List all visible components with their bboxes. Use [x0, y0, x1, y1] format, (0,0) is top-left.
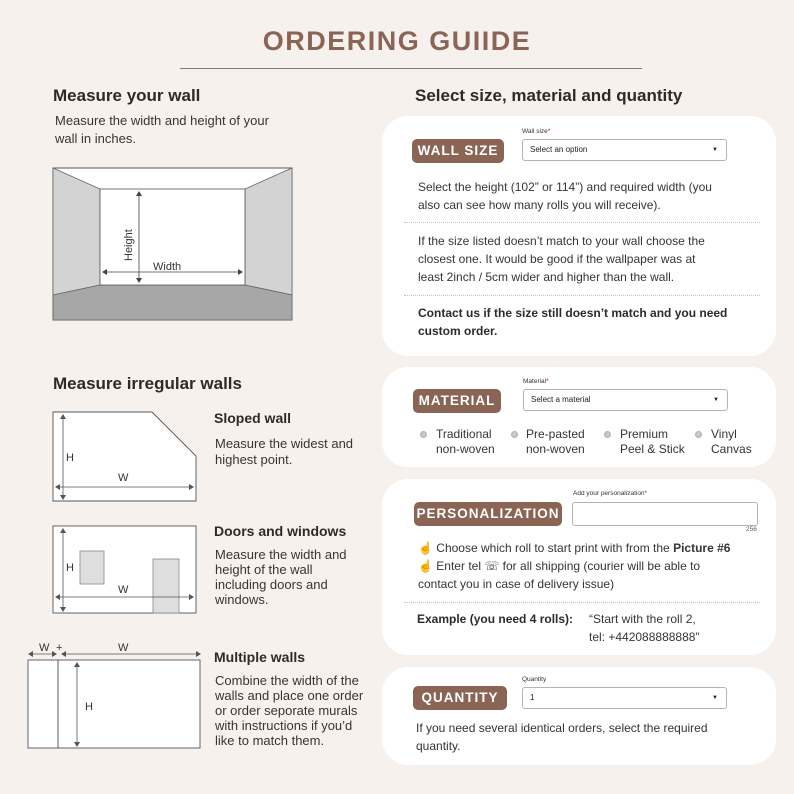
- measure-wall-text-line: wall in inches.: [55, 131, 136, 146]
- sloped-text-line: Measure the widest and: [215, 436, 354, 451]
- personalization-textarea[interactable]: [572, 502, 758, 526]
- multi-h-label: H: [85, 701, 93, 713]
- wall-size-text-2: [418, 232, 705, 286]
- personalization-label-text: Add your personalization: [573, 490, 645, 497]
- wall-size-line: least 2inch / 5cm wider and higher than the wall.: [418, 270, 675, 284]
- wall-size-line: custom order.: [418, 324, 498, 338]
- radio-icon[interactable]: [604, 431, 611, 438]
- doors-windows-title: Doors and windows: [214, 523, 347, 539]
- example-text: [589, 610, 699, 646]
- instruction-text: Enter tel: [436, 559, 485, 573]
- option-line: Canvas: [711, 442, 752, 456]
- sloped-wall-diagram: [52, 411, 198, 503]
- doors-h-label: H: [66, 562, 74, 574]
- wall-size-select-value: Select an option: [530, 145, 588, 154]
- multi-w1-label: W: [39, 642, 50, 654]
- wall-size-label-text: Wall size: [522, 128, 548, 135]
- material-option-vinyl[interactable]: [695, 427, 765, 457]
- multi-text-line: walls and place one order: [215, 688, 364, 703]
- title-divider: [180, 68, 642, 69]
- multi-text-line: Combine the width of the: [215, 673, 359, 688]
- personalization-card: [382, 479, 776, 655]
- option-line: Traditional: [436, 427, 492, 441]
- sloped-wall-text: [215, 436, 353, 468]
- wall-size-select[interactable]: [522, 139, 727, 161]
- pointing-hand-icon: ☝: [418, 559, 433, 573]
- material-field-label: [523, 378, 549, 385]
- option-line: non-woven: [526, 442, 585, 456]
- doors-text-line: height of the wall: [215, 562, 313, 577]
- wall-size-card: [382, 116, 776, 356]
- sloped-wall-title: Sloped wall: [214, 410, 292, 426]
- doors-text-line: windows.: [215, 592, 269, 607]
- required-marker: *: [644, 490, 648, 497]
- instruction-text: Choose which roll to start print with from the: [436, 541, 674, 555]
- quantity-card: [382, 667, 776, 765]
- option-line: Peel & Stick: [620, 442, 685, 456]
- doors-windows-text: [215, 547, 347, 607]
- sloped-h-label: H: [66, 452, 74, 464]
- select-heading: Select size, material and quantity: [415, 86, 683, 105]
- divider: [404, 602, 760, 603]
- pointing-hand-icon: ☝: [418, 541, 433, 555]
- material-option-traditional[interactable]: [420, 427, 510, 457]
- chevron-down-icon: ▼: [713, 397, 719, 403]
- wall-size-pill: WALL SIZE: [412, 139, 504, 163]
- wall-size-contact-text: [418, 304, 727, 340]
- material-select-value: Select a material: [531, 395, 591, 404]
- quantity-select[interactable]: [522, 687, 727, 709]
- quantity-line: If you need several identical orders, select the required: [416, 721, 708, 735]
- instruction-line-1: [418, 539, 730, 557]
- sloped-text-line: highest point.: [215, 452, 293, 467]
- required-marker: *: [546, 378, 549, 385]
- multiple-walls-diagram: [26, 638, 204, 750]
- wall-size-line: also can see how many rolls you will receive).: [418, 198, 661, 212]
- multiple-walls-text: [215, 673, 363, 748]
- material-label-text: Material: [523, 378, 547, 385]
- chevron-down-icon: ▼: [712, 695, 718, 701]
- room-diagram: [52, 167, 294, 322]
- wall-size-text-1: [418, 178, 712, 214]
- height-label: Height: [123, 229, 135, 261]
- wall-size-line: Contact us if the size still doesn’t match and you need: [418, 306, 728, 320]
- instruction-text: for all shipping (courier will be able to: [499, 559, 701, 573]
- wall-size-line: Select the height (102” or 114”) and required width (you: [418, 180, 712, 194]
- wall-size-field-label: [522, 128, 550, 135]
- personalization-instructions: [418, 539, 730, 593]
- instruction-line-3: contact you in case of delivery issue): [418, 577, 615, 591]
- quantity-field-label: Quantity: [522, 676, 547, 683]
- example-line: “Start with the roll 2,: [589, 612, 696, 626]
- wall-size-line: closest one. It would be good if the wallpaper was at: [418, 252, 696, 266]
- doors-windows-diagram: [52, 525, 198, 615]
- radio-icon[interactable]: [511, 431, 518, 438]
- radio-icon[interactable]: [695, 431, 702, 438]
- material-option-prepasted[interactable]: [511, 427, 601, 457]
- material-card: [382, 367, 776, 467]
- measure-wall-text-line: Measure the width and height of your: [55, 113, 269, 128]
- example-line: tel: +442088888888”: [589, 630, 700, 644]
- divider: [404, 222, 760, 223]
- quantity-select-value: 1: [530, 693, 535, 702]
- multi-plus-label: +: [56, 642, 63, 654]
- example-label: Example (you need 4 rolls):: [417, 612, 574, 626]
- char-count: 256: [746, 526, 757, 533]
- option-line: non-woven: [436, 442, 495, 456]
- quantity-pill: QUANTITY: [413, 686, 507, 710]
- divider: [404, 295, 760, 296]
- required-marker: *: [547, 128, 551, 135]
- irregular-walls-heading: Measure irregular walls: [53, 374, 242, 393]
- personalization-pill: PERSONALIZATION: [414, 502, 562, 526]
- phone-icon: ☏: [484, 559, 500, 573]
- doors-text-line: including doors and: [215, 577, 328, 592]
- doors-text-line: Measure the width and: [215, 547, 347, 562]
- multi-text-line: with instructions if you’d: [215, 718, 353, 733]
- multi-w2-label: W: [118, 642, 129, 654]
- radio-icon[interactable]: [420, 431, 427, 438]
- instruction-line-2: [418, 557, 730, 575]
- material-select[interactable]: [523, 389, 728, 411]
- material-option-premium[interactable]: [604, 427, 694, 457]
- measure-wall-heading: Measure your wall: [53, 86, 201, 105]
- option-line: Vinyl: [711, 427, 737, 441]
- width-label: Width: [153, 261, 182, 273]
- option-line: Premium: [620, 427, 669, 441]
- multi-text-line: or order seporate murals: [215, 703, 358, 718]
- personalization-field-label: [573, 490, 647, 497]
- multi-text-line: like to match them.: [215, 733, 325, 748]
- page-title: ORDERING GUIIDE: [262, 26, 532, 56]
- option-line: Pre-pasted: [526, 427, 585, 441]
- quantity-text: [416, 719, 708, 755]
- quantity-line: quantity.: [416, 739, 461, 753]
- picture-ref: Picture #6: [673, 541, 731, 555]
- measure-wall-text: [55, 112, 269, 148]
- doors-w-label: W: [118, 584, 129, 596]
- material-pill: MATERIAL: [413, 389, 501, 413]
- multiple-walls-title: Multiple walls: [214, 649, 306, 665]
- chevron-down-icon: ▼: [712, 147, 718, 153]
- wall-size-line: If the size listed doesn’t match to your wall choose the: [418, 234, 705, 248]
- sloped-w-label: W: [118, 472, 129, 484]
